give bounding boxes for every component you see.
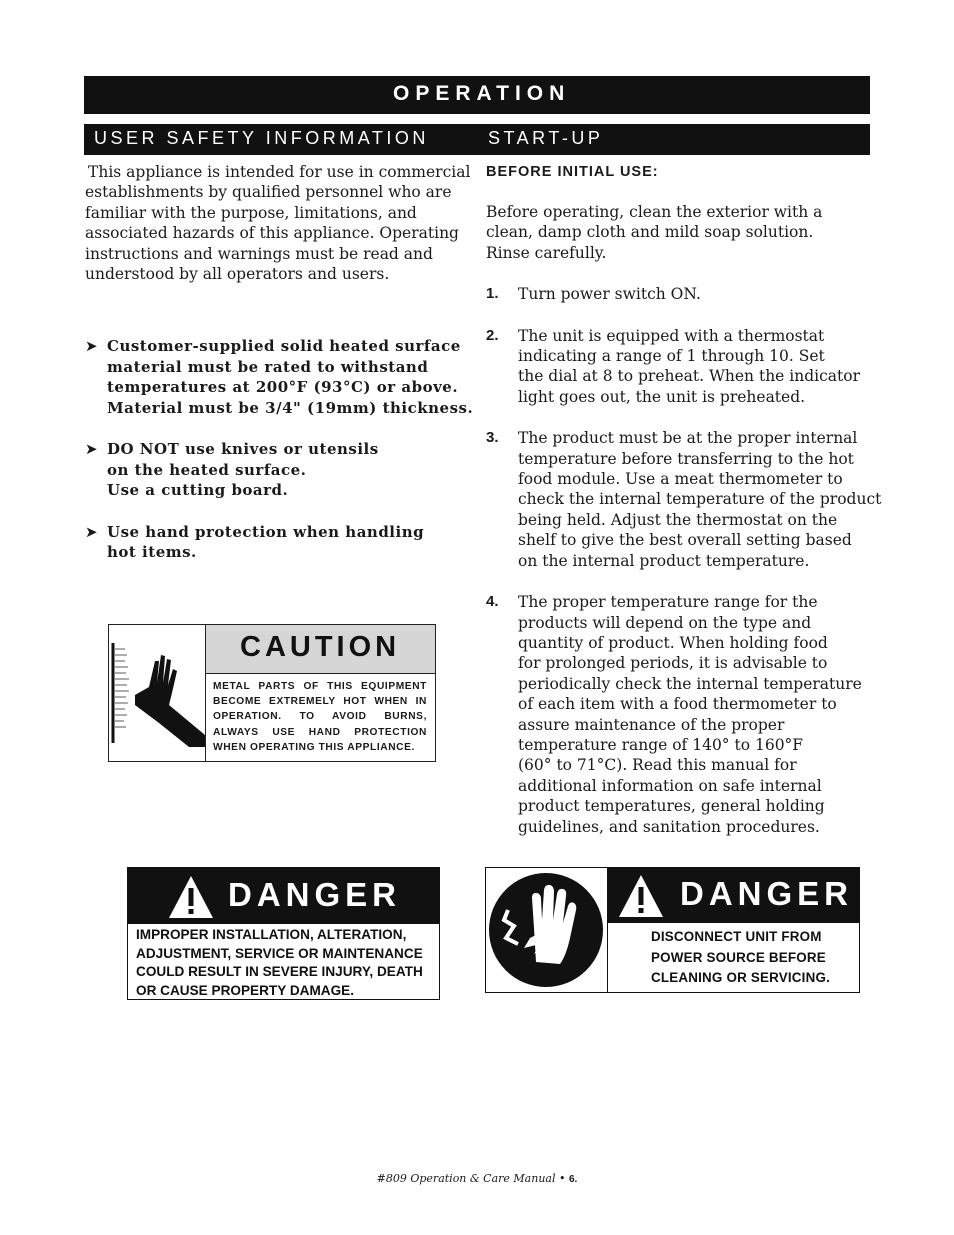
- caution-message: METAL PARTS OF THIS EQUIPMENT BECOME EXTREMELY HOT WHEN IN OPERATION. TO AVOID BURNS, ALWAYS USE HAND PROTECTION WHEN OPERATING THIS APPLIANCE.: [213, 681, 427, 753]
- footer-bullet: •: [559, 1172, 566, 1185]
- danger-line: ADJUSTMENT, SERVICE OR MAINTENANCE: [136, 945, 423, 961]
- step-line: on the internal product temperature.: [518, 551, 810, 570]
- intro-line: familiar with the purpose, limitations, and: [85, 203, 417, 222]
- before-use-line: Before operating, clean the exterior with a: [486, 203, 823, 221]
- step-line: assure maintenance of the proper: [518, 715, 785, 734]
- warning-item-no-knives: [85, 439, 465, 501]
- danger-line: POWER SOURCE BEFORE: [651, 949, 826, 965]
- arrow-bullet-icon: ➤: [85, 522, 99, 541]
- before-use-line: clean, damp cloth and mild soap solution.: [486, 223, 814, 242]
- step-number: 1.: [486, 285, 499, 303]
- intro-line: establishments by qualified personnel who are: [85, 183, 452, 202]
- step-line: shelf to give the best overall setting based: [518, 531, 852, 550]
- step-line: light goes out, the unit is preheated.: [518, 387, 806, 406]
- safety-warning-list: [85, 336, 474, 584]
- danger-title: DANGER: [680, 875, 854, 912]
- step-number: 3.: [486, 429, 499, 447]
- warning-item-hand-protection: [85, 522, 465, 563]
- danger-header: [608, 868, 859, 923]
- step-line: periodically check the internal temperature: [518, 674, 862, 693]
- danger-message: [651, 927, 851, 989]
- step-line: check the internal temperature of the product: [518, 490, 882, 509]
- step-line: (60° to 71°C). Read this manual for: [518, 756, 797, 775]
- step-2: [486, 326, 870, 408]
- warning-line: Customer-supplied solid heated surface: [107, 337, 461, 355]
- step-4: [486, 592, 870, 837]
- danger-line: IMPROPER INSTALLATION, ALTERATION,: [136, 927, 407, 942]
- step-line: temperature before transferring to the hot: [518, 449, 854, 468]
- arrow-bullet-icon: ➤: [85, 337, 99, 355]
- danger-line: OR CAUSE PROPERTY DAMAGE.: [136, 982, 355, 998]
- hot-surface-hand-icon: [109, 625, 206, 761]
- caution-header: [206, 625, 435, 674]
- warning-line: material must be rated to withstand: [107, 357, 429, 376]
- step-line: The product must be at the proper internal: [518, 429, 858, 448]
- danger-line: COULD RESULT IN SEVERE INJURY, DEATH: [136, 964, 423, 979]
- danger-line: CLEANING OR SERVICING.: [651, 970, 830, 985]
- step-3: [486, 428, 882, 571]
- danger-line: DISCONNECT UNIT FROM: [651, 929, 822, 944]
- step-line: product temperatures, general holding: [518, 797, 825, 816]
- step-line: Turn power switch ON.: [518, 285, 701, 304]
- step-line: guidelines, and sanitation procedures.: [518, 817, 820, 836]
- step-line: The unit is equipped with a thermostat: [518, 326, 825, 345]
- step-line: temperature range of 140° to 160°F: [518, 735, 804, 754]
- intro-line: instructions and warnings must be read and: [85, 244, 433, 263]
- manual-title: #809 Operation & Care Manual: [376, 1172, 556, 1185]
- step-line: additional information on safe internal: [518, 776, 822, 795]
- step-line: of each item with a food thermometer to: [518, 695, 837, 714]
- warning-line: on the heated surface.: [107, 460, 307, 479]
- step-line: food module. Use a meat thermometer to: [518, 470, 843, 489]
- user-safety-heading: USER SAFETY INFORMATION: [94, 128, 429, 148]
- step-line: the dial at 8 to preheat. When the indicator: [518, 367, 860, 386]
- intro-line: This appliance is intended for use in commercial: [88, 163, 471, 181]
- before-initial-use-heading: BEFORE INITIAL USE:: [486, 164, 659, 180]
- danger-header: [128, 868, 439, 924]
- step-line: The proper temperature range for the: [518, 593, 818, 612]
- danger-label-disconnect: [485, 867, 860, 993]
- caution-label: [108, 624, 436, 762]
- danger-message: [136, 926, 436, 1000]
- section-header-bar: [84, 124, 870, 155]
- before-use-line: Rinse carefully.: [486, 243, 607, 262]
- warning-triangle-icon: [618, 873, 664, 919]
- step-number: 4.: [486, 593, 499, 611]
- step-number: 2.: [486, 326, 499, 344]
- intro-line: associated hazards of this appliance. Operating: [85, 224, 459, 243]
- step-line: being held. Adjust the thermostat on the: [518, 510, 838, 529]
- warning-line: Material must be 3/4" (19mm) thickness.: [107, 398, 474, 417]
- step-1: [486, 284, 870, 304]
- electric-shock-hand-icon: [486, 868, 608, 992]
- warning-line: Use a cutting board.: [107, 481, 289, 499]
- startup-heading: START-UP: [488, 128, 604, 148]
- warning-line: Use hand protection when handling: [107, 522, 425, 541]
- warning-item-surface-material: [85, 336, 474, 418]
- step-line: products will depend on the type and: [518, 613, 812, 632]
- intro-paragraph: [85, 162, 471, 284]
- page-title: OPERATION: [393, 82, 571, 105]
- page-footer: [0, 1172, 954, 1185]
- startup-section: [486, 162, 882, 837]
- warning-line: DO NOT use knives or utensils: [107, 440, 379, 458]
- before-use-paragraph: [486, 202, 870, 263]
- caution-title: CAUTION: [240, 631, 401, 663]
- warning-line: hot items.: [107, 543, 197, 561]
- arrow-bullet-icon: ➤: [85, 440, 99, 458]
- operation-header: [84, 76, 870, 114]
- intro-line: understood by all operators and users.: [85, 265, 390, 284]
- warning-triangle-icon: [168, 874, 214, 920]
- step-line: indicating a range of 1 through 10. Set: [518, 347, 825, 366]
- page-number: 6.: [569, 1174, 578, 1185]
- danger-title: DANGER: [228, 876, 402, 913]
- danger-label-installation: [127, 867, 440, 1000]
- step-line: quantity of product. When holding food: [518, 633, 828, 652]
- step-line: for prolonged periods, it is advisable to: [518, 654, 828, 673]
- warning-line: temperatures at 200°F (93°C) or above.: [107, 378, 459, 396]
